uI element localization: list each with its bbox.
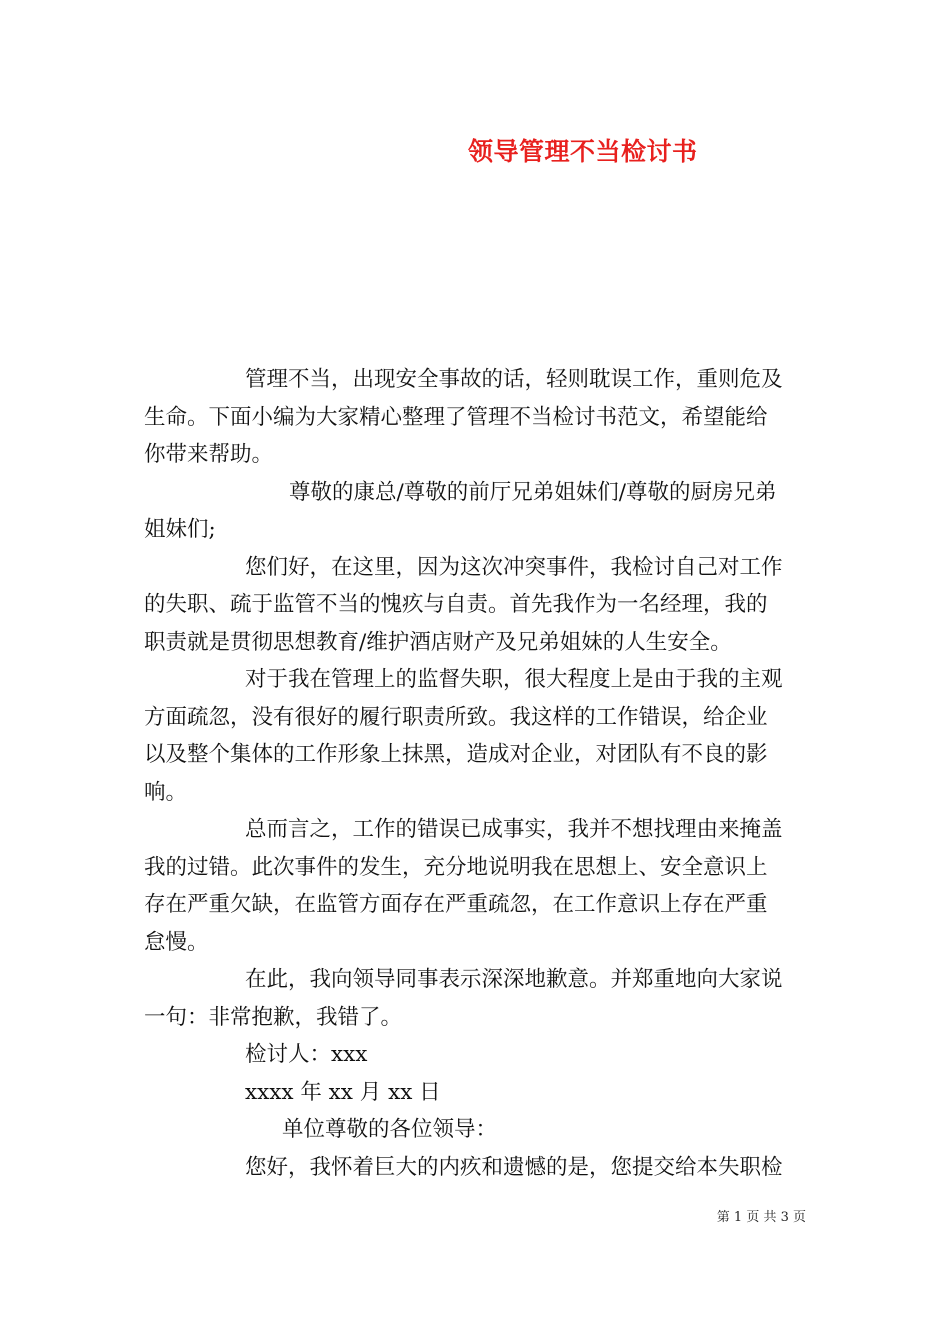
date-line: xxxx 年 xx 月 xx 日 bbox=[245, 1079, 441, 1105]
text-line: 职责就是贯彻思想教育/维护酒店财产及兄弟姐妹的人生安全。 bbox=[144, 629, 732, 655]
text-line: 姐妹们; bbox=[144, 517, 216, 542]
text-line: 以及整个集体的工作形象上抹黑，造成对企业，对团队有不良的影 bbox=[144, 742, 768, 767]
text-line: 您们好，在这里，因为这次冲突事件，我检讨自己对工作 bbox=[245, 554, 783, 580]
text-line: 在此，我向领导同事表示深深地歉意。并郑重地向大家说 bbox=[245, 967, 783, 992]
document-title: 领导管理不当检讨书 bbox=[468, 137, 698, 166]
text-line: 单位尊敬的各位领导： bbox=[282, 1117, 498, 1142]
text-line: 一句：非常抱歉，我错了。 bbox=[144, 1004, 403, 1030]
text-line: 管理不当，出现安全事故的话，轻则耽误工作，重则危及 bbox=[245, 367, 783, 392]
text-line: 方面疏忽，没有很好的履行职责所致。我这样的工作错误，给企业 bbox=[144, 704, 768, 730]
text-line: 的失职、疏于监管不当的愧疚与自责。首先我作为一名经理，我的 bbox=[144, 592, 768, 617]
signature-line: 检讨人：xxx bbox=[245, 1042, 368, 1067]
text-line: 我的过错。此次事件的发生，充分地说明我在思想上、安全意识上 bbox=[144, 854, 768, 880]
text-line: 存在严重欠缺，在监管方面存在严重疏忽，在工作意识上存在严重 bbox=[144, 892, 768, 917]
text-line: 尊敬的康总/尊敬的前厅兄弟姐妹们/尊敬的厨房兄弟 bbox=[289, 479, 777, 505]
text-line: 总而言之，工作的错误已成事实，我并不想找理由来掩盖 bbox=[245, 817, 783, 842]
text-line: 生命。下面小编为大家精心整理了管理不当检讨书范文，希望能给 bbox=[144, 404, 768, 430]
text-line: 您好，我怀着巨大的内疚和遗憾的是，您提交给本失职检 bbox=[245, 1154, 783, 1180]
page-number: 第 1 页 共 3 页 bbox=[716, 1210, 806, 1225]
text-line: 对于我在管理上的监督失职，很大程度上是由于我的主观 bbox=[245, 667, 783, 692]
text-line: 响。 bbox=[144, 779, 188, 805]
text-line: 怠慢。 bbox=[144, 929, 209, 955]
document-body bbox=[144, 361, 808, 1186]
text-line: 你带来帮助。 bbox=[144, 442, 274, 467]
